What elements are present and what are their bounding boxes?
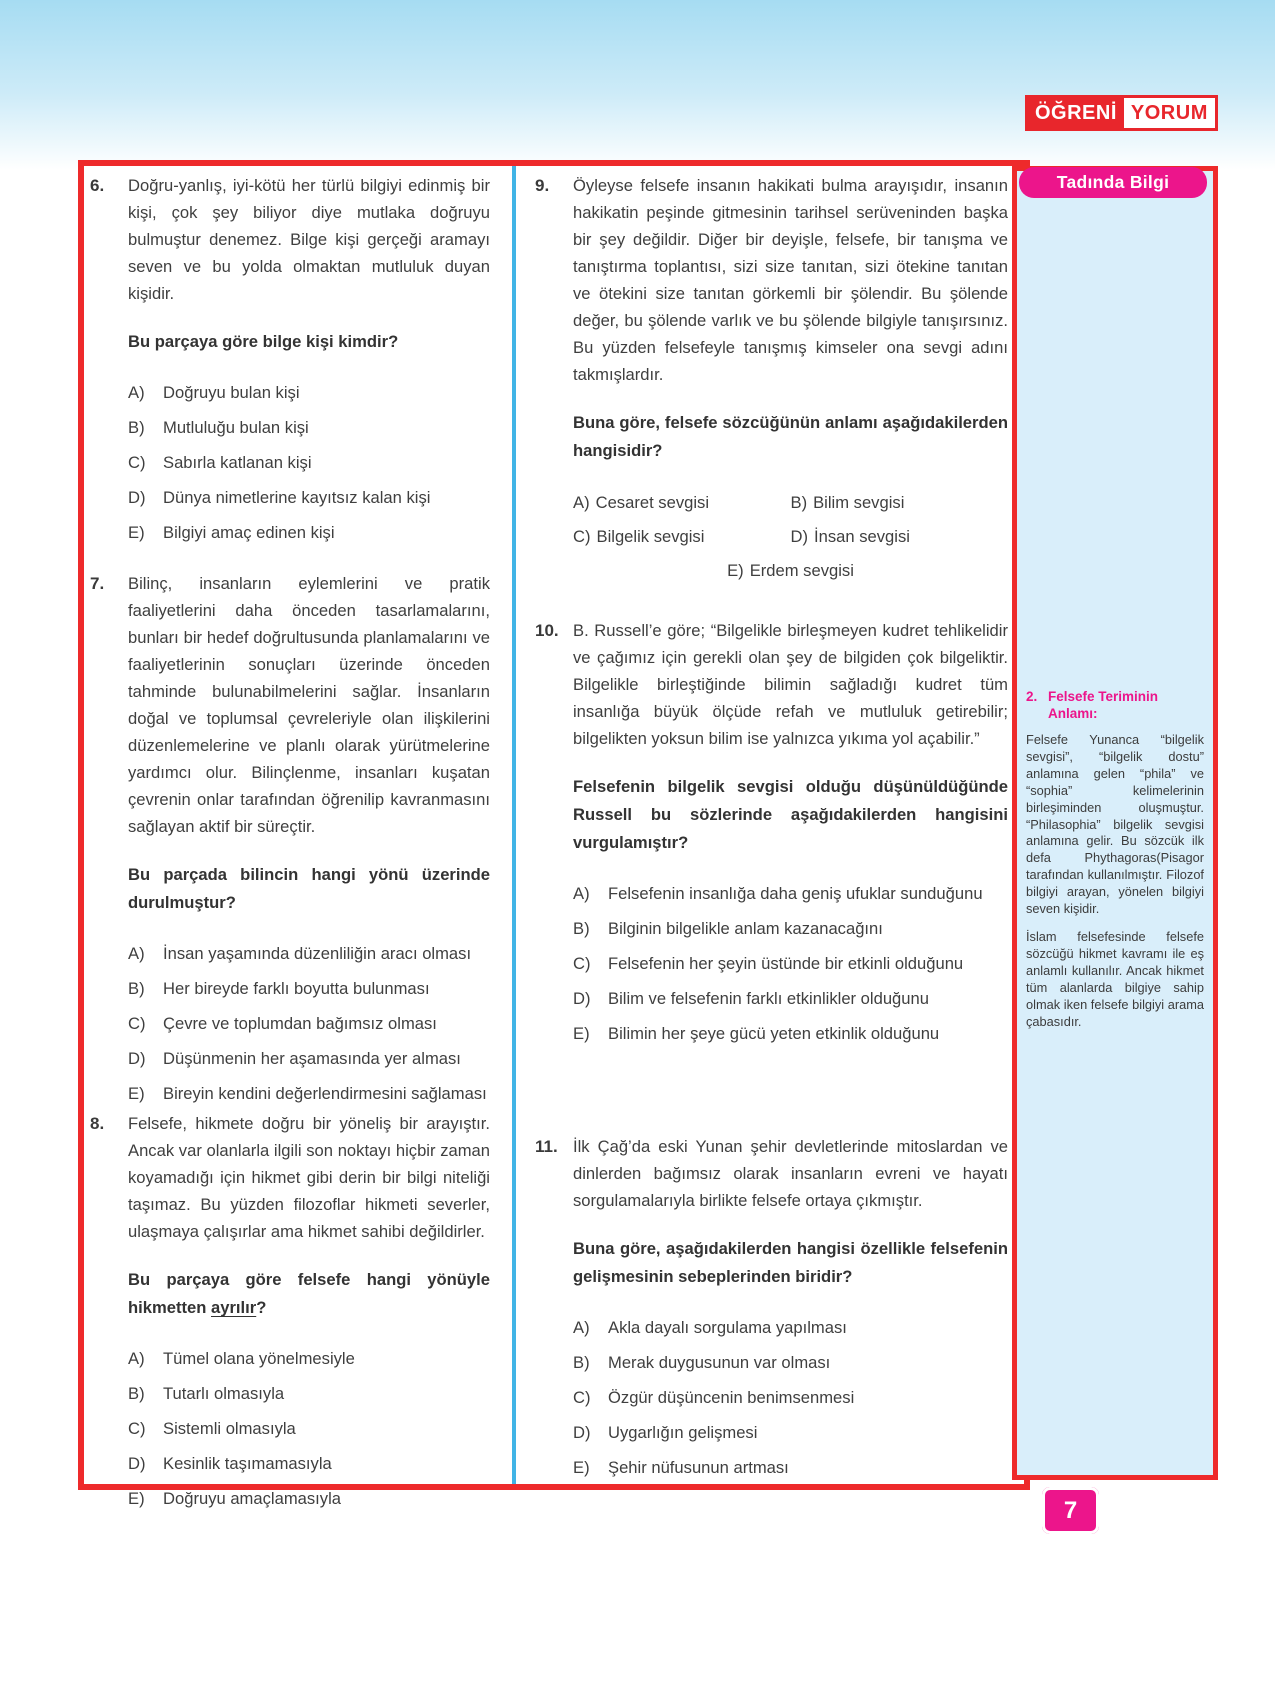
question-number: 9.: [535, 176, 550, 195]
option-text: İnsan yaşamında düzenliliğin aracı olması: [163, 944, 472, 963]
option-label: A): [573, 493, 590, 512]
option-text: Mutluluğu bulan kişi: [163, 418, 309, 437]
info-note-title: Felsefe Teriminin Anlamı:: [1048, 689, 1159, 721]
question-body: Doğru-yanlış, iyi-kötü her türlü bilgiyi edinmiş bir kişi, çok şey biliyor diye mutlaka doğruyu bulmuştur denemez. Bilge kişi gerçeği aramayı seven ve bu yolda olmaktan mutluluk duyan kişidir.: [128, 176, 490, 303]
question-number: 8.: [90, 1114, 105, 1133]
option-label: D): [128, 488, 146, 507]
option-label: D): [128, 1454, 146, 1473]
options-list: [128, 1345, 490, 1512]
question-content: [573, 617, 1008, 1055]
brand-logo-right: YORUM: [1124, 98, 1215, 128]
option-e: [128, 1485, 490, 1512]
option-text: Bireyin kendini değerlendirmesini sağlaması: [163, 1084, 487, 1103]
option-e: [573, 1020, 1008, 1047]
option-label: E): [573, 1024, 590, 1043]
question-content: [128, 172, 490, 554]
question-9: [535, 172, 1008, 584]
option-label: B): [128, 1384, 145, 1403]
option-text: Dünya nimetlerine kayıtsız kalan kişi: [163, 488, 431, 507]
option-text: Doğruyu bulan kişi: [163, 383, 300, 402]
info-note-number: 2.: [1026, 689, 1038, 704]
option-label: A): [573, 884, 590, 903]
brand-logo: [1025, 95, 1218, 131]
option-b: [573, 1349, 1008, 1376]
option-label: E): [727, 561, 744, 580]
question-number: 7.: [90, 574, 105, 593]
option-label: B): [790, 493, 808, 512]
option-label: D): [573, 989, 591, 1008]
options-grid: [573, 489, 1008, 584]
option-text: Düşünmenin her aşamasında yer alması: [163, 1049, 461, 1068]
option-text: Erdem sevgisi: [749, 561, 854, 580]
option-c: [573, 523, 791, 550]
option-label: B): [573, 1353, 590, 1372]
option-text: Akla dayalı sorgulama yapılması: [608, 1318, 847, 1337]
option-label: C): [128, 1014, 146, 1033]
option-label: D): [573, 1423, 591, 1442]
question-8: [90, 1110, 490, 1520]
option-label: D): [790, 527, 809, 546]
option-d: [791, 523, 1009, 550]
info-note: [1026, 688, 1204, 1041]
option-text: Uygarlığın gelişmesi: [608, 1423, 758, 1442]
option-label: B): [128, 979, 145, 998]
option-text: Sistemli olmasıyla: [163, 1419, 296, 1438]
question-content: [573, 172, 1008, 584]
info-note-paragraph: İslam felsefesinde felsefe sözcüğü hikmet kavramı ile eş anlamlı kullanılır. Ancak hikmet tüm alanlarda bilgiye sahip olmak iken felsefe bilgiyi arama çabasıdır.: [1026, 928, 1204, 1029]
question-body: Felsefe, hikmete doğru bir yöneliş bir arayıştır. Ancak var olanlarla ilgili son noktayı hiçbir zaman koyamadığı için hikmet gibi derin bir bilgi niteliği taşımaz. Bu yüzden filozoflar hikmeti severler, ulaşmaya çalışırlar ama hikmet sahibi değildirler.: [128, 1114, 490, 1241]
option-c: [573, 950, 1008, 977]
brand-logo-left: ÖĞRENİ: [1028, 98, 1124, 128]
option-e: [128, 519, 490, 546]
info-note-heading: [1026, 688, 1204, 722]
option-a: [573, 1314, 1008, 1341]
option-label: C): [128, 1419, 146, 1438]
option-label: A): [128, 944, 145, 963]
option-text: Felsefenin her şeyin üstünde bir etkinli olduğunu: [608, 954, 964, 973]
option-b: [128, 975, 490, 1002]
option-c: [128, 449, 490, 476]
left-column: [84, 166, 512, 1508]
option-label: C): [573, 527, 591, 546]
option-label: C): [128, 453, 146, 472]
question-prompt: Bu parçaya göre bilge kişi kimdir?: [128, 332, 399, 351]
option-label: B): [573, 919, 590, 938]
option-text: Bilimin her şeye gücü yeten etkinlik olduğunu: [608, 1024, 940, 1043]
option-b: [791, 489, 1009, 516]
option-a: [128, 1345, 490, 1372]
option-e: [573, 1454, 1008, 1481]
option-label: E): [128, 1084, 145, 1103]
option-label: E): [573, 1458, 590, 1477]
option-c: [128, 1010, 490, 1037]
column-divider: [512, 166, 516, 1484]
option-text: Her bireyde farklı boyutta bulunması: [163, 979, 430, 998]
prompt-underlined-word: ayrılır: [211, 1298, 257, 1317]
option-text: İnsan sevgisi: [814, 527, 910, 546]
option-text: Özgür düşüncenin benimsenmesi: [608, 1388, 855, 1407]
option-text: Kesinlik taşımamasıyla: [163, 1454, 332, 1473]
question-body: İlk Çağ’da eski Yunan şehir devletlerinde mitoslardan ve dinlerden bağımsız olarak insanların evreni ve hayatı sorgulamalarıyla birlikte felsefe ortaya çıkmıştır.: [573, 1137, 1008, 1210]
question-prompt: Buna göre, felsefe sözcüğünün anlamı aşağıdakilerden hangisidir?: [573, 413, 1008, 460]
option-b: [128, 1380, 490, 1407]
option-label: C): [573, 954, 591, 973]
question-number: 11.: [535, 1137, 558, 1156]
option-c: [128, 1415, 490, 1442]
option-label: D): [128, 1049, 146, 1068]
option-label: E): [128, 1489, 145, 1508]
question-number: 10.: [535, 621, 559, 640]
option-text: Cesaret sevgisi: [595, 493, 710, 512]
option-d: [573, 985, 1008, 1012]
options-list: [573, 880, 1008, 1047]
option-d: [128, 1045, 490, 1072]
option-text: Bilim ve felsefenin farklı etkinlikler olduğunu: [608, 989, 929, 1008]
option-text: Şehir nüfusunun artması: [608, 1458, 789, 1477]
option-c: [573, 1384, 1008, 1411]
option-e: [573, 557, 1008, 584]
question-content: [128, 570, 490, 1115]
option-text: Bilginin bilgelikle anlam kazanacağını: [608, 919, 883, 938]
option-label: B): [128, 418, 145, 437]
question-6: [90, 172, 490, 554]
options-list: [128, 379, 490, 546]
option-text: Tutarlı olmasıyla: [163, 1384, 285, 1403]
tadinda-bilgi-badge: Tadında Bilgi: [1019, 167, 1207, 198]
page-top-gradient: [0, 0, 1275, 170]
option-text: Tümel olana yönelmesiyle: [163, 1349, 355, 1368]
question-body: Bilinç, insanların eylemlerini ve pratik faaliyetlerini daha önceden tasarlamalarını, bunları bir hedef doğrultusunda planlamalarını ve faaliyetlerinin sonuçları üzerinde önceden tahminde bulunabilmelerini sağlar. İnsanların doğal ve toplumsal çevreleriyle olan ilişkilerini düzenlemelerine ve planlı olarak yürütmelerine yardımcı olur. Bilinçlenme, insanları kuşatan çevrenin onlar tarafından öğrenilip kavranmasını sağlayan aktif bir süreçtir.: [128, 574, 490, 836]
prompt-suffix: ?: [256, 1298, 267, 1317]
question-prompt: [128, 1266, 490, 1322]
option-d: [128, 484, 490, 511]
option-a: [573, 489, 791, 516]
option-a: [128, 379, 490, 406]
option-text: Doğruyu amaçlamasıyla: [163, 1489, 341, 1508]
option-d: [128, 1450, 490, 1477]
option-e: [128, 1080, 490, 1107]
prompt-text: Bu parçaya göre felsefe hangi yönüyle hikmetten: [128, 1270, 490, 1317]
question-10: [535, 617, 1008, 1055]
question-prompt: Buna göre, aşağıdakilerden hangisi özellikle felsefenin gelişmesinin sebeplerinden biridir?: [573, 1239, 1008, 1286]
option-text: Sabırla katlanan kişi: [163, 453, 312, 472]
question-11: [535, 1133, 1008, 1489]
option-label: A): [128, 383, 145, 402]
option-label: A): [128, 1349, 145, 1368]
options-list: [573, 1314, 1008, 1481]
option-text: Çevre ve toplumdan bağımsız olması: [163, 1014, 437, 1033]
option-text: Bilgelik sevgisi: [596, 527, 705, 546]
question-prompt: Bu parçada bilincin hangi yönü üzerinde durulmuştur?: [128, 865, 490, 912]
question-number: 6.: [90, 176, 105, 195]
question-body: B. Russell’e göre; “Bilgelikle birleşmeyen kudret tehlikelidir ve çağımız için gerekli olan şey de bilgiden çok bilgeliktir. Bilgelikle birleştiğinde bilimin sağladığı kudret tüm insanlığa büyük ölçüde refah ve mutluluk getirebilir; bilgelikten yoksun bilim ise yalnızca yıkıma yol açabilir.”: [573, 621, 1008, 748]
option-label: A): [573, 1318, 590, 1337]
question-7: [90, 570, 490, 1115]
option-text: Merak duygusunun var olması: [608, 1353, 831, 1372]
option-label: E): [128, 523, 145, 542]
right-column: [535, 166, 1008, 1484]
option-b: [128, 414, 490, 441]
question-prompt: Felsefenin bilgelik sevgisi olduğu düşünüldüğünde Russell bu sözlerinde aşağıdakilerden hangisini vurgulamıştır?: [573, 777, 1008, 852]
option-d: [573, 1419, 1008, 1446]
question-body: Öyleyse felsefe insanın hakikati bulma arayışıdır, insanın hakikatin peşinde gitmesinin tarihsel serüveninden başka bir şey değildir. Diğer bir deyişle, felsefe, bir tanışma ve tanıştırma toplantısı, sizi size tanıtan, sizi ötekine tanıtan ve ötekini size tanıtan görkemli bir şölendir. Bu şölende değer, bu şölende varlık ve bu şölende bilgiyle tanışırsınız. Bu yüzden felsefeyle tanışmış kimseler ona sevgi adını takmışlardır.: [573, 176, 1008, 384]
info-note-paragraph: Felsefe Yunanca “bilgelik sevgisi”, “bilgelik dostu” anlamına gelen “phila” ve “sophia” kelimelerinin birleşiminden oluşmuştur. “Philasophia” bilgelik sevgisi anlamına gelir. Bu sözcük ilk defa Phythagoras(Pisagor tarafından kullanılmıştır. Filozof bilgiyi arayan, yönelen bilgiyi seven kişidir.: [1026, 732, 1204, 917]
option-text: Felsefenin insanlığa daha geniş ufuklar sunduğunu: [608, 884, 983, 903]
option-label: C): [573, 1388, 591, 1407]
question-content: [573, 1133, 1008, 1489]
questions-panel: [78, 160, 1030, 1508]
option-text: Bilgiyi amaç edinen kişi: [163, 523, 335, 542]
page-number-box: 7: [1042, 1487, 1099, 1534]
option-text: Bilim sevgisi: [813, 493, 905, 512]
options-list: [128, 940, 490, 1107]
option-a: [128, 940, 490, 967]
info-sidebar: [1012, 166, 1218, 1480]
option-b: [573, 915, 1008, 942]
question-content: [128, 1110, 490, 1520]
option-a: [573, 880, 1008, 907]
